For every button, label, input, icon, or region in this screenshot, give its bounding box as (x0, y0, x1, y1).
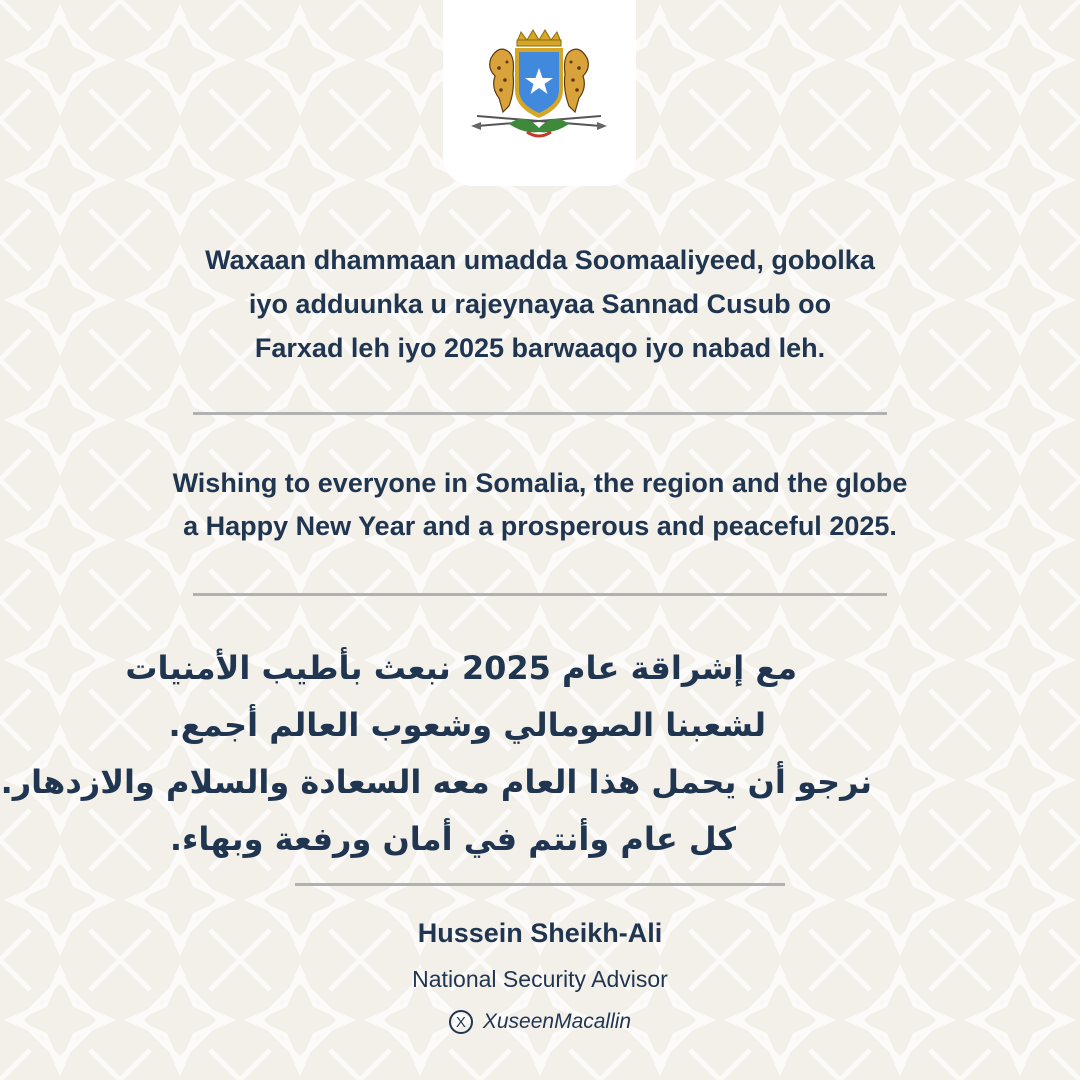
arabic-message (0, 640, 880, 868)
emblem-card (443, 0, 636, 186)
arabic-line: نرجو أن يحمل هذا العام معه السعادة والسلام والازدهار. (0, 763, 872, 801)
english-line: a Happy New Year and a prosperous and peaceful 2025. (183, 511, 897, 541)
somali-line: Waxaan dhammaan umadda Soomaaliyeed, gobolka (205, 245, 875, 275)
english-message (0, 462, 1080, 548)
arabic-line: كل عام وأنتم في أمان ورفعة وبهاء. (169, 820, 736, 858)
somali-line: iyo adduunka u rajeynayaa Sannad Cusub oo (248, 289, 832, 319)
arabic-line: لشعبنا الصومالي وشعوب العالم أجمع. (168, 706, 766, 744)
divider (295, 883, 785, 886)
social-handle-text[interactable]: XuseenMacallin (482, 1010, 632, 1033)
somali-message (0, 238, 1080, 370)
social-handle[interactable] (0, 1010, 1080, 1034)
english-line: Wishing to everyone in Somalia, the region and the globe (172, 468, 908, 498)
somalia-coat-of-arms-icon (469, 28, 609, 146)
signature-title: National Security Advisor (412, 966, 668, 992)
x-logo-icon: X (449, 1010, 473, 1034)
divider (193, 412, 887, 415)
signature-name: Hussein Sheikh-Ali (417, 918, 663, 948)
somali-line: Farxad leh iyo 2025 barwaaqo iyo nabad leh. (254, 333, 826, 363)
divider (193, 593, 887, 596)
arabic-line: مع إشراقة عام 2025 نبعث بأطيب الأمنيات (125, 649, 797, 687)
